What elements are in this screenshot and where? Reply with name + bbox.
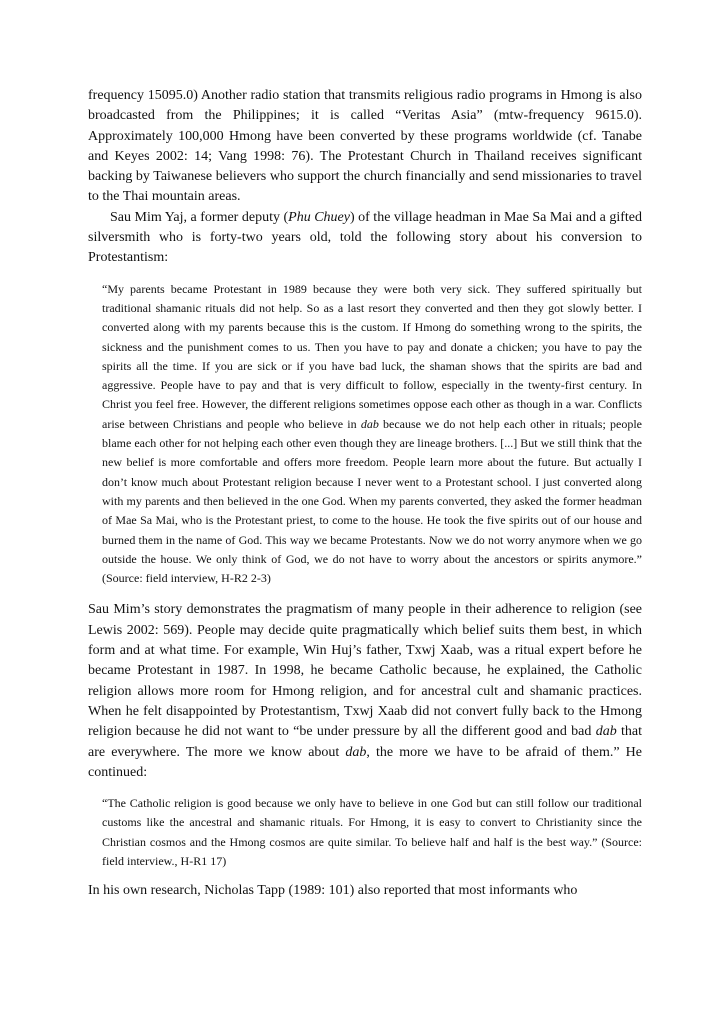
body-paragraph-pragmatism xyxy=(88,600,642,783)
text-run: Sau Mim Yaj, a former deputy ( xyxy=(110,209,289,225)
term-dab: dab xyxy=(360,416,379,431)
body-paragraph-tapp: In his own research, Nicholas Tapp (1989: 101) also reported that most informants who xyxy=(88,883,578,899)
text-run: that are everywhere. The more we know about xyxy=(88,724,642,760)
term-dab: dab xyxy=(345,744,367,760)
body-paragraph-sau-mim-intro xyxy=(88,208,642,269)
text-run: “My parents became Protestant in 1989 because they were both very sick. They suffered spiritually but traditional shamanic rituals did not help. So as a last resort they converted and then they got slowly better. I converted along with my parents because this is the custom. If Hmong do something wrong to the spirits, the sickness and the punishment comes to us. Then you have to pay and donate a chicken; you have to pay the spirits all the time. If you are sick or if you have bad luck, the shaman shows that the spirits are bad and aggressive. People have to pay and that is very difficult to follow, especially in the twenty-first century. In Christ you feel free. However, the different religions sometimes oppose each other as though in a war. Conflicts arise between Christians and people who believe in xyxy=(102,281,642,431)
document-page xyxy=(88,86,642,902)
text-run: because we do not help each other in rituals; people blame each other for not helping each other even though they are lineage brothers. [...] But we still think that the new belief is more comfortable and offers more freedom. People learn more about the future. But actually I don’t know much about Protestant religion because I never went to a Protestant school. I just converted along with my parents and then believed in the one God. When my parents converted, they asked the former headman of Mae Sa Mai, who is the Protestant priest, to come to the house. He took the five spirits out of our house and burned them in the name of God. This way we became Protestants. Now we do not worry anymore when we go outside the house. We only think of God, we do not have to worry about the ancestors or spirits anymore.” (Source: field interview, H-R2 2-3) xyxy=(102,416,642,586)
term-dab: dab xyxy=(595,724,617,740)
text-run: , the more we have to be afraid of them.” He continued: xyxy=(88,744,643,780)
block-quote-sau-mim xyxy=(102,280,642,589)
block-quote-txwj-xaab: “The Catholic religion is good because we only have to believe in one God but can still follow our traditional customs like the ancestral and shamanic rituals. For Hmong, it is easy to convert to Christianity since the Christian cosmos and the Hmong cosmos are quite similar. To believe half and half is the best way.” (Source: field interview., H-R1 17) xyxy=(102,796,642,868)
text-run: Sau Mim’s story demonstrates the pragmatism of many people in their adherence to religion (see Lewis 2002: 569). People may decide quite pragmatically which belief suits them best, in which form and at what time. For example, Win Huj’s father, Txwj Xaab, was a ritual expert before he became Protestant in 1987. In 1998, he became Catholic because, he explained, the Catholic religion allows more room for Hmong religion, and for ancestral cult and shamanic practices. When he felt disappointed by Protestantism, Txwj Xaab did not convert fully back to the Hmong religion because he did not want to “be under pressure by all the different good and bad xyxy=(88,602,642,740)
body-paragraph-radio: frequency 15095.0) Another radio station that transmits religious radio programs in Hmong is also broadcasted from the Philippines; it is called “Veritas Asia” (mtw-frequency 9615.0). Approximately 100,000 Hmong have been converted by these programs worldwide (cf. Tanabe and Keyes 2002: 14; Vang 1998: 76). The Protestant Church in Thailand receives significant backing by Taiwanese believers who support the church financially and send missionaries to travel to the Thai mountain areas. xyxy=(88,88,642,205)
text-run: ) of the village headman in Mae Sa Mai and a gifted silversmith who is forty-two years old, told the following story about his conversion to Protestantism: xyxy=(88,209,642,266)
term-phu-chuey: Phu Chuey xyxy=(288,209,350,225)
